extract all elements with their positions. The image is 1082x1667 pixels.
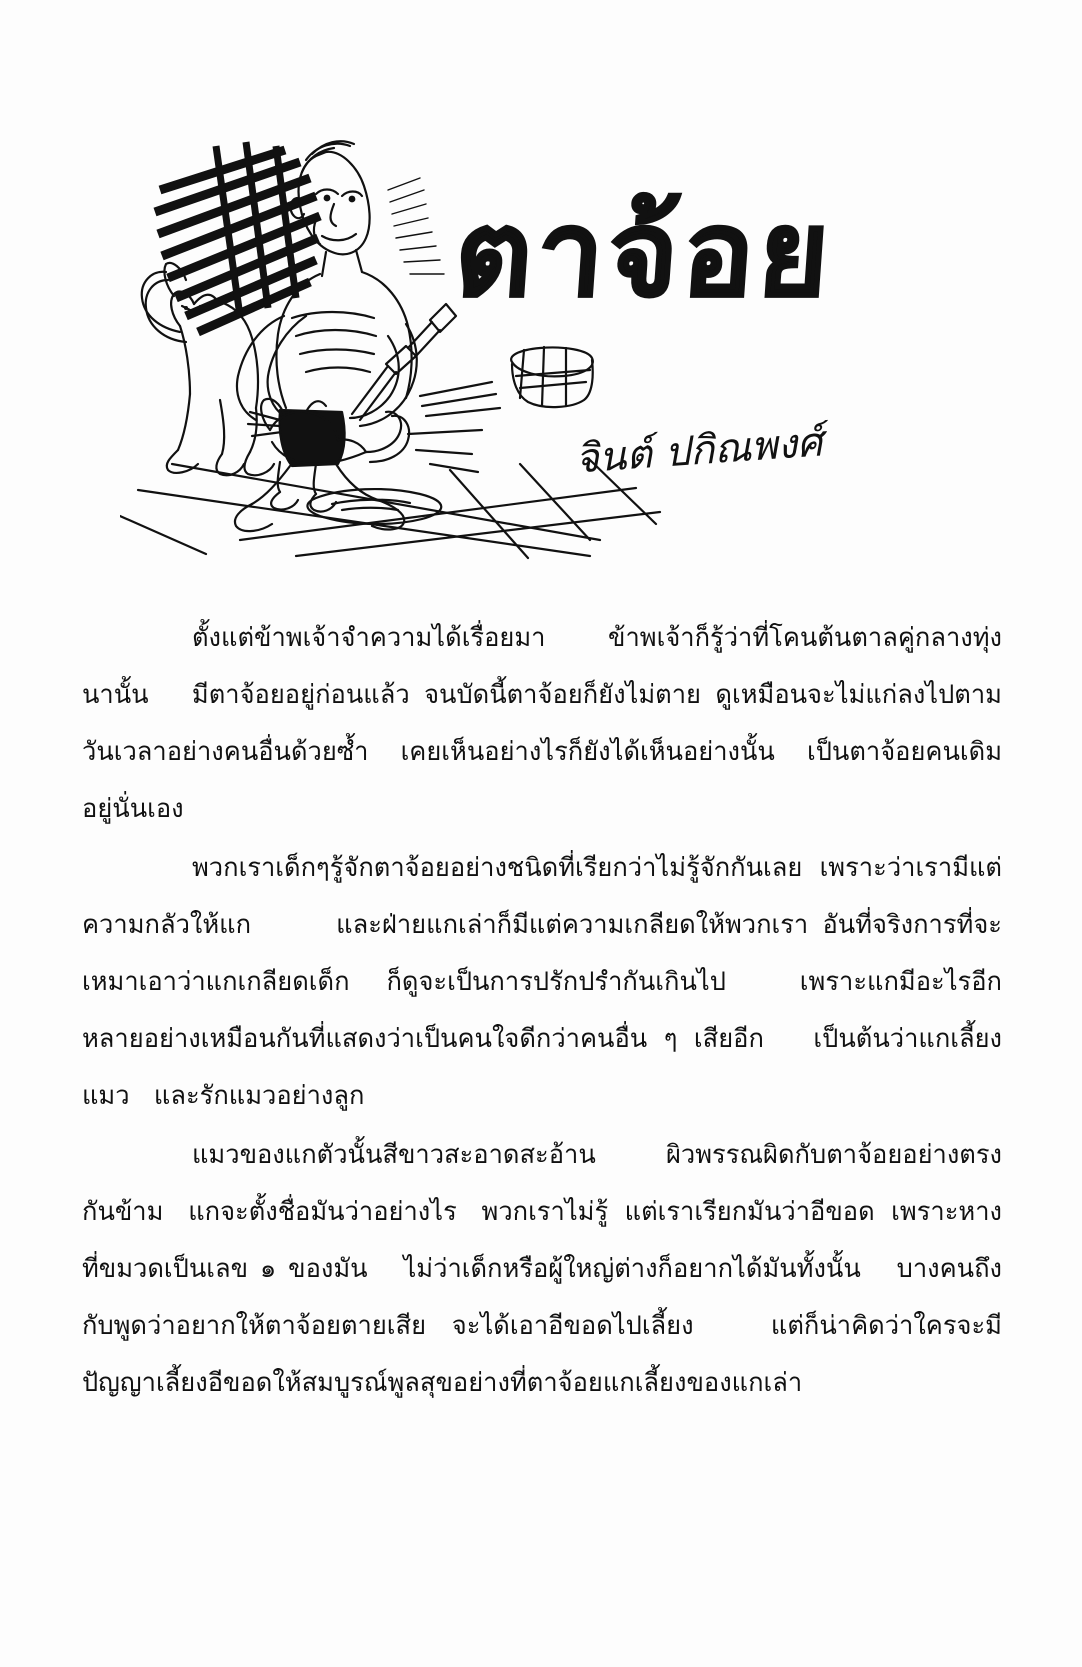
author-signature: จินต์ ปกิณพงศ์: [573, 419, 824, 483]
paragraph: ตั้งแต่ข้าพเจ้าจำความได้เรื่อยมา ข้าพเจ้าก็รู้ว่าที่โคนต้นตาลคู่กลางทุ่งนานั้น มีตาจ้อยอยู่ก่อนแล้ว จนบัดนี้ตาจ้อยก็ยังไม่ตาย ดูเหมือนจะไม่แก่ลงไปตามวันเวลาอย่างคนอื่นด้วยซ้ำ เคยเห็นอย่างไรก็ยังได้เห็นอย่างนั้น เป็นตาจ้อยคนเดิมอยู่นั่นเอง: [82, 623, 1002, 824]
paragraph: แมวของแกตัวนั้นสีขาวสะอาดสะอ้าน ผิวพรรณผิดกับตาจ้อยอย่างตรงกันข้าม แกจะตั้งชื่อมันว่าอย่างไร พวกเราไม่รู้ แต่เราเรียกมันว่าอีขอด เพราะหางที่ขมวดเป็นเลข ๑ ของมัน ไม่ว่าเด็กหรือผู้ใหญ่ต่างก็อยากได้มันทั้งนั้น บางคนถึงกับพูดว่าอยากให้ตาจ้อยตายเสีย จะได้เอาอีขอดไปเลี้ยง แต่ก็น่าคิดว่าใครจะมีปัญญาเลี้ยงอีขอดให้สมบูรณ์พูลสุขอย่างที่ตาจ้อยแกเลี้ยงของแกเล่า: [82, 1140, 1002, 1398]
paragraph: พวกเราเด็กๆรู้จักตาจ้อยอย่างชนิดที่เรียกว่าไม่รู้จักกันเลย เพราะว่าเรามีแต่ความกลัวให้แก และฝ่ายแกเล่าก็มีแต่ความเกลียดให้พวกเรา อันที่จริงการที่จะเหมาเอาว่าแกเกลียดเด็ก ก็ดูจะเป็นการปรักปรำกันเกินไป เพราะแกมีอะไรอีกหลายอย่างเหมือนกันที่แสดงว่าเป็นคนใจดีกว่าคนอื่น ๆ เสียอีก เป็นต้นว่าแกเลี้ยงแมว และรักแมวอย่างลูก: [82, 853, 1002, 1111]
page-title: ตาจ้อย: [450, 185, 838, 324]
story-body: [82, 610, 1002, 1412]
